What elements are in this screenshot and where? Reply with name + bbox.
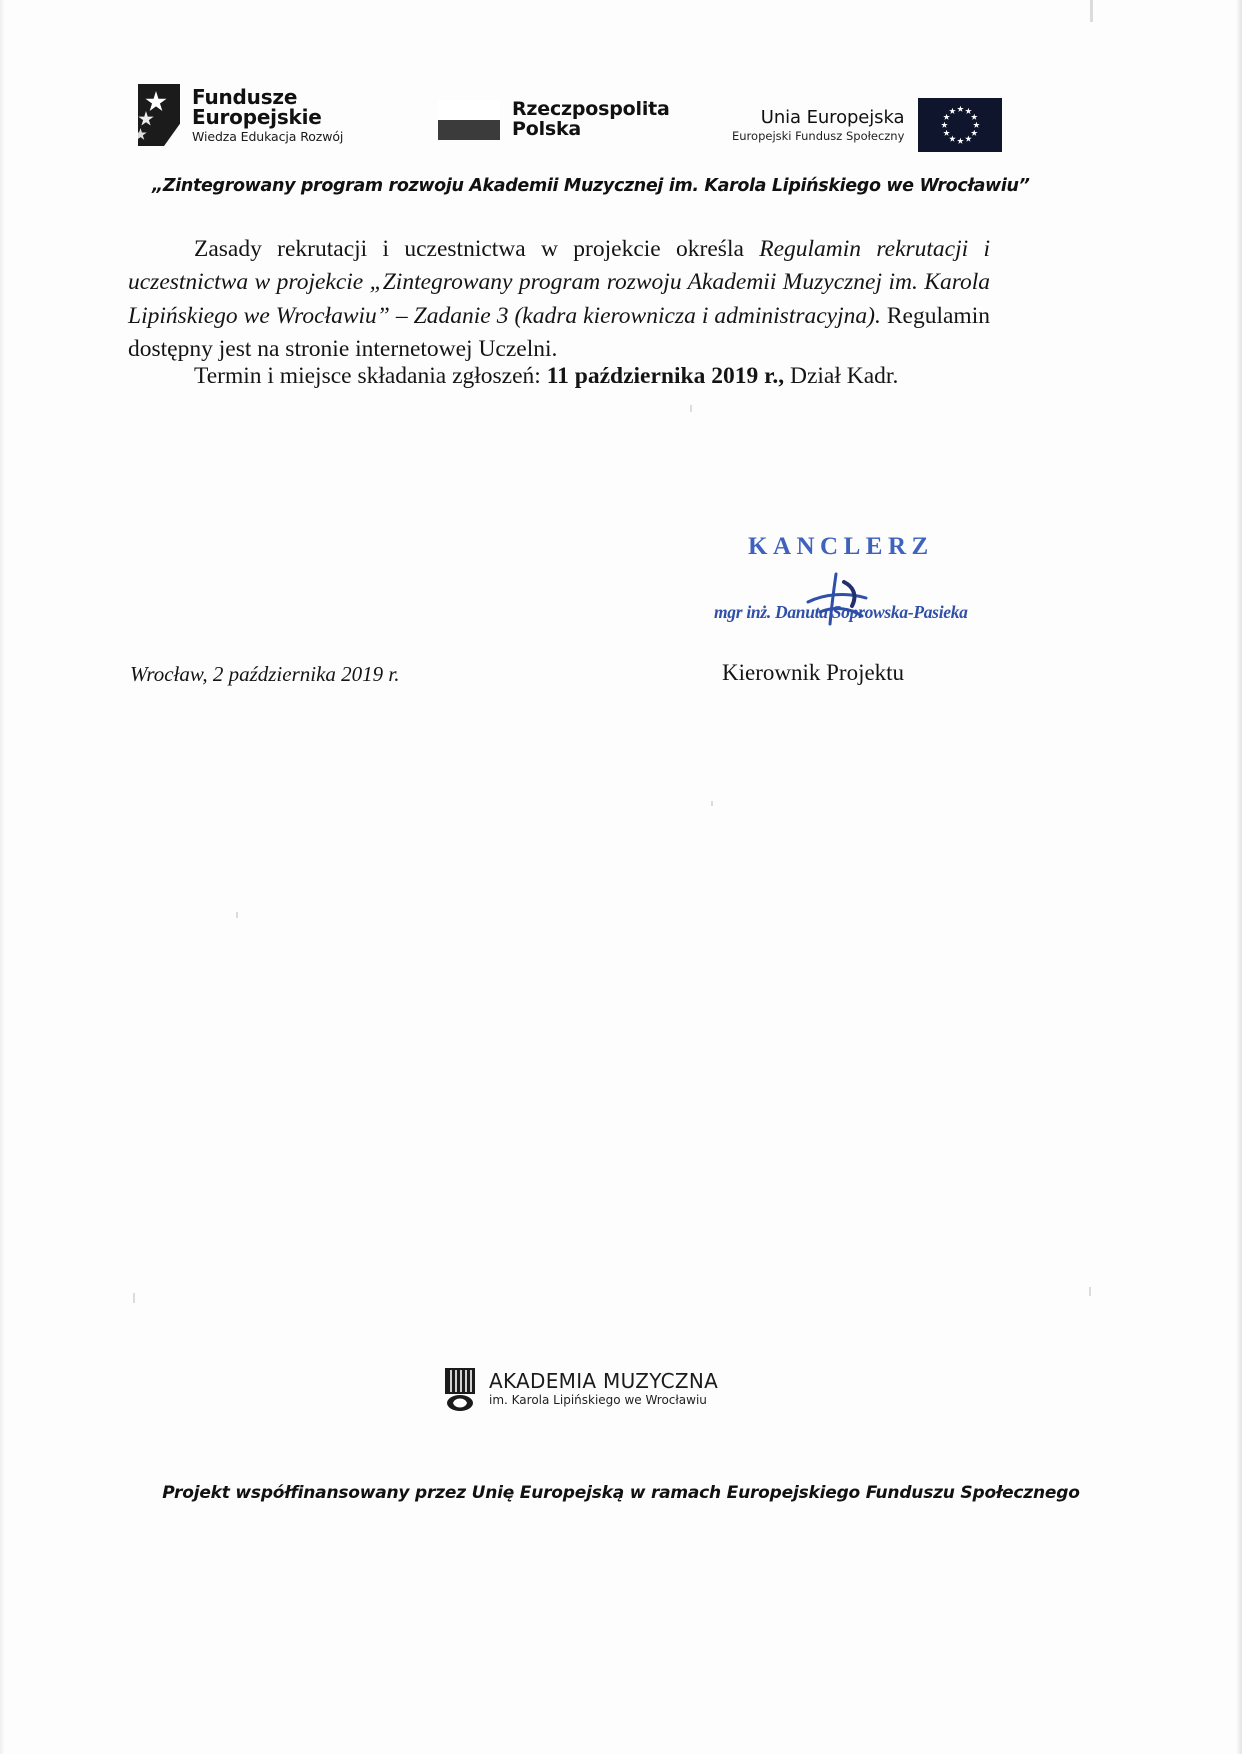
rzeczpospolita-line1: Rzeczpospolita — [512, 98, 670, 121]
deadline-suffix: Dział Kadr. — [784, 363, 899, 389]
body-paragraph-part1: Zasady rekrutacji i uczestnictwa w projekcie określa — [194, 236, 760, 262]
eu-star-icon — [941, 122, 948, 129]
body-paragraph — [128, 233, 990, 366]
eu-star-icon — [957, 106, 964, 113]
scan-speck — [133, 1293, 135, 1303]
scan-speck — [711, 801, 713, 806]
lyre-icon — [443, 1366, 477, 1412]
fundusze-europejskie-stars-mark-icon — [132, 84, 180, 146]
eu-star-icon — [949, 108, 956, 115]
polish-flag-icon — [438, 100, 500, 140]
deadline-prefix: Termin i miejsce składania zgłoszeń: — [194, 363, 547, 389]
scan-speck — [1090, 0, 1093, 22]
academy-line1: AKADEMIA MUZYCZNA — [489, 1369, 719, 1394]
academy-logo — [443, 1366, 718, 1412]
academy-line2: im. Karola Lipińskiego we Wrocławiu — [489, 1393, 707, 1408]
eu-star-icon — [943, 114, 950, 121]
fundusze-europejskie-wordmark — [192, 84, 344, 144]
deadline-date: 11 października 2019 r., — [546, 363, 785, 389]
deadline-line — [128, 360, 990, 393]
kanclerz-stamp-title: KANCLERZ — [748, 533, 934, 560]
eu-funding-logo-bar — [132, 78, 1082, 164]
eu-star-icon — [943, 130, 950, 137]
unia-line2: Europejski Fundusz Społeczny — [732, 129, 905, 144]
fundusze-line2: Europejskie — [192, 105, 322, 130]
unia-line1: Unia Europejska — [760, 106, 905, 128]
signature-name: mgr inż. Danuta Soprowska-Pasieka — [714, 602, 968, 622]
academy-wordmark — [489, 1370, 718, 1408]
eu-star-icon — [949, 135, 956, 142]
fundusze-europejskie-logo — [132, 84, 343, 146]
unia-europejska-wordmark — [732, 108, 904, 143]
eu-star-icon — [957, 138, 964, 145]
eu-flag-icon — [918, 98, 1002, 152]
scan-speck — [236, 912, 238, 918]
city-and-date: Wrocław, 2 października 2019 r. — [130, 662, 400, 686]
rzeczpospolita-wordmark — [512, 100, 670, 140]
eu-star-icon — [973, 122, 980, 129]
unia-europejska-logo — [732, 98, 1002, 152]
eu-star-icon — [965, 108, 972, 115]
eu-star-icon — [965, 135, 972, 142]
project-title: „Zintegrowany program rozwoju Akademii Muzycznej im. Karola Lipińskiego we Wrocławiu” — [152, 176, 1030, 196]
scan-speck — [690, 405, 692, 412]
eu-star-icon — [971, 114, 978, 121]
fundusze-line1: Fundusze — [192, 84, 298, 109]
project-manager-role: Kierownik Projektu — [722, 660, 905, 685]
fundusze-line3: Wiedza Edukacja Rozwój — [192, 128, 344, 144]
eu-cofinancing-footer-note: Projekt współfinansowany przez Unię Europejską w ramach Europejskiego Funduszu Społecznego — [162, 1483, 1080, 1503]
body-paragraph-regulamin-italic: Regulamin rekrutacji i uczestnictwa w projekcie „Zintegrowany program rozwoju Akademii Muzycznej im. Karola Lipińskiego we Wrocławiu” – Zadanie 3 (kadra kierownicza i administracyjna). — [128, 236, 990, 329]
body-paragraph-part2: Regulamin dostępny jest na stronie internetowej Uczelni. — [128, 302, 990, 363]
rzeczpospolita-polska-logo — [438, 100, 670, 140]
rzeczpospolita-line2: Polska — [512, 118, 582, 140]
scan-speck — [1089, 1287, 1091, 1296]
eu-star-icon — [971, 130, 978, 137]
